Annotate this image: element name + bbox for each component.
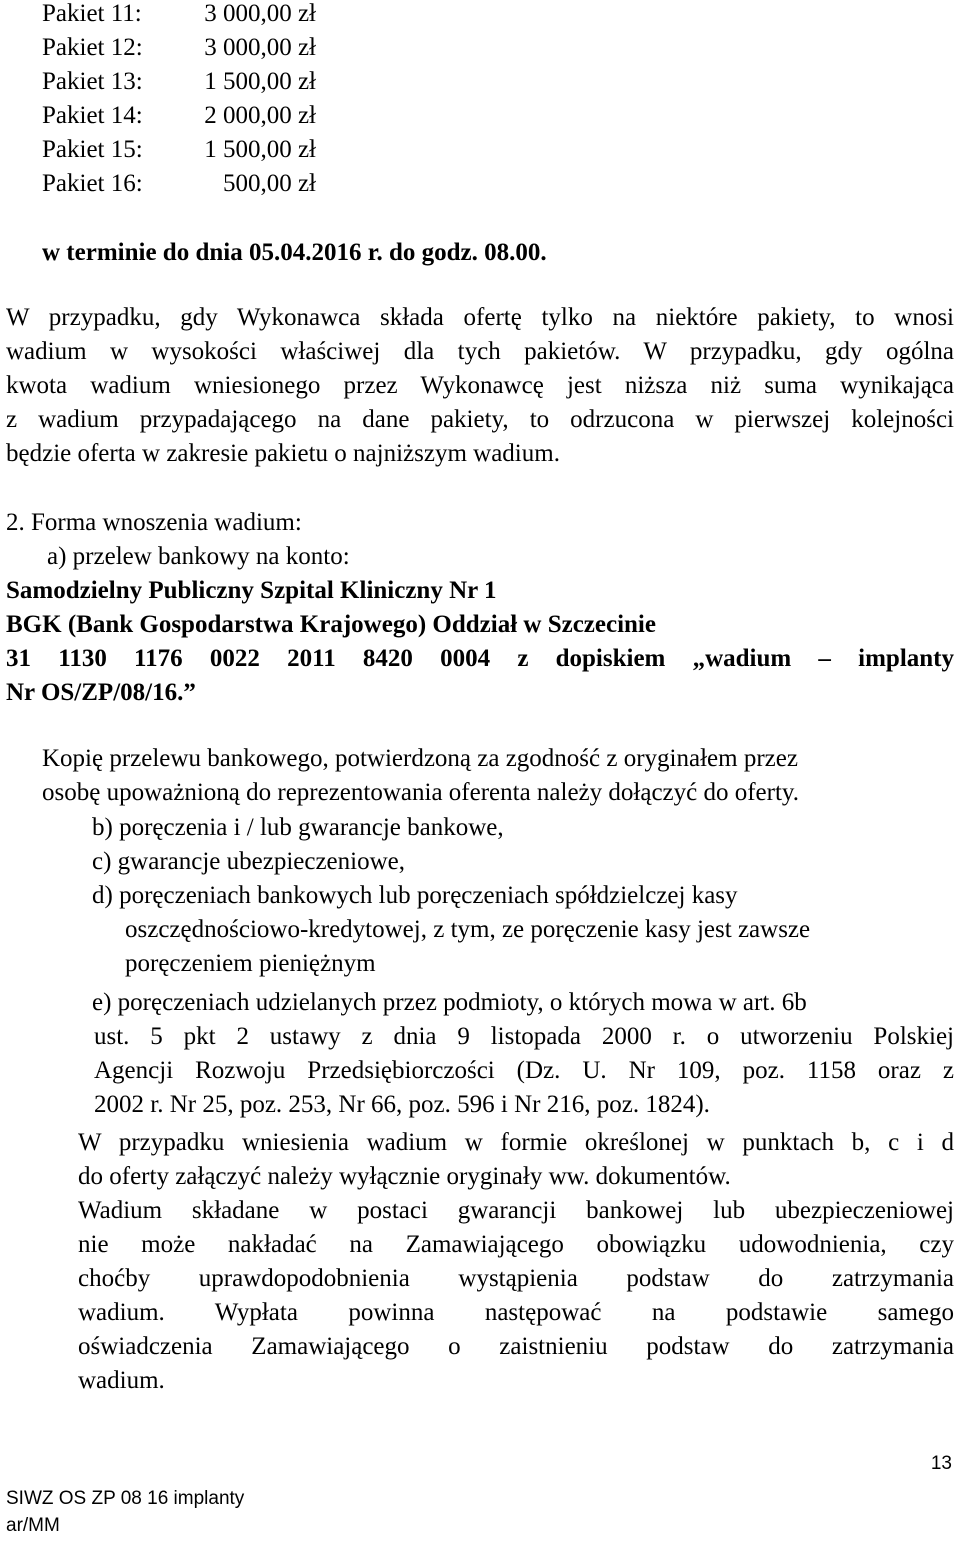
deadline-text: w terminie do dnia 05.04.2016 r. do godz. 08.00. bbox=[42, 239, 547, 266]
paragraph-line: kwota wadium wniesionego przez Wykonawcę jest niższa niż suma wynikająca bbox=[6, 372, 954, 399]
package-amount: 500,00 zł bbox=[222, 170, 316, 197]
package-row bbox=[42, 65, 316, 99]
paragraph-line: wadium. bbox=[78, 1367, 165, 1394]
package-amount: 1 500,00 zł bbox=[204, 68, 316, 95]
bank-name: BGK (Bank Gospodarstwa Krajowego) Oddział w Szczecinie bbox=[6, 611, 656, 638]
page-number: 13 bbox=[930, 1453, 952, 1474]
footer-author: ar/MM bbox=[6, 1515, 60, 1536]
package-label: Pakiet 15: bbox=[42, 136, 143, 163]
bank-reference: Nr OS/ZP/08/16.” bbox=[6, 679, 196, 706]
list-item-d: d) poręczeniach bankowych lub poręczeniach spółdzielczej kasy bbox=[92, 882, 738, 909]
package-label: Pakiet 12: bbox=[42, 34, 143, 61]
paragraph-line: choćby uprawdopodobnienia wystąpienia podstaw do zatrzymania bbox=[78, 1265, 954, 1292]
paragraph-line: z wadium przypadającego na dane pakiety, to odrzucona w pierwszej kolejności bbox=[6, 406, 954, 433]
package-amount: 3 000,00 zł bbox=[204, 0, 316, 27]
paragraph-line: nie może nakładać na Zamawiającego obowiązku udowodnienia, czy bbox=[78, 1231, 954, 1258]
list-item-e-cont: ust. 5 pkt 2 ustawy z dnia 9 listopada 2000 r. o utworzeniu Polskiej bbox=[94, 1023, 954, 1050]
list-item-c: c) gwarancje ubezpieczeniowe, bbox=[92, 848, 406, 875]
package-amount: 1 500,00 zł bbox=[204, 136, 316, 163]
paragraph-line: wadium w wysokości właściwej dla tych pakietów. W przypadku, gdy ogólna bbox=[6, 338, 954, 365]
bank-account-number: 31 1130 1176 0022 2011 8420 0004 z dopiskiem „wadium – implanty bbox=[6, 645, 954, 672]
list-item-e-cont: Agencji Rozwoju Przedsiębiorczości (Dz. U. Nr 109, poz. 1158 oraz z bbox=[94, 1057, 954, 1084]
section-heading: 2. Forma wnoszenia wadium: bbox=[6, 509, 302, 536]
copy-note-line: Kopię przelewu bankowego, potwierdzoną za zgodność z oryginałem przez bbox=[42, 745, 798, 772]
package-label: Pakiet 16: bbox=[42, 170, 143, 197]
paragraph-line: oświadczenia Zamawiającego o zaistnieniu podstaw do zatrzymania bbox=[78, 1333, 954, 1360]
package-row bbox=[42, 167, 316, 201]
paragraph-line: W przypadku, gdy Wykonawca składa ofertę tylko na niektóre pakiety, to wnosi bbox=[6, 304, 954, 331]
list-item-e: e) poręczeniach udzielanych przez podmioty, o których mowa w art. 6b bbox=[92, 989, 807, 1016]
paragraph-line: Wadium składane w postaci gwarancji bankowej lub ubezpieczeniowej bbox=[78, 1197, 954, 1224]
package-label: Pakiet 13: bbox=[42, 68, 143, 95]
package-amount: 2 000,00 zł bbox=[204, 102, 316, 129]
package-row bbox=[42, 99, 316, 133]
package-amount: 3 000,00 zł bbox=[204, 34, 316, 61]
package-row bbox=[42, 133, 316, 167]
paragraph-line: W przypadku wniesienia wadium w formie określonej w punktach b, c i d bbox=[78, 1129, 954, 1156]
package-row bbox=[42, 0, 316, 31]
package-row bbox=[42, 31, 316, 65]
bank-account-holder: Samodzielny Publiczny Szpital Kliniczny Nr 1 bbox=[6, 577, 497, 604]
package-label: Pakiet 14: bbox=[42, 102, 143, 129]
paragraph-line: wadium. Wypłata powinna następować na podstawie samego bbox=[78, 1299, 954, 1326]
paragraph-line: będzie oferta w zakresie pakietu o najniższym wadium. bbox=[6, 440, 560, 467]
copy-note-line: osobę upoważnioną do reprezentowania oferenta należy dołączyć do oferty. bbox=[42, 779, 800, 806]
paragraph-line: do oferty załączyć należy wyłącznie oryginały ww. dokumentów. bbox=[78, 1163, 731, 1190]
package-label: Pakiet 11: bbox=[42, 0, 142, 27]
list-item-d-cont: oszczędnościowo-kredytowej, z tym, ze poręczenie kasy jest zawsze bbox=[125, 916, 811, 943]
list-item-b: b) poręczenia i / lub gwarancje bankowe, bbox=[92, 814, 504, 841]
footer-doc-id: SIWZ OS ZP 08 16 implanty bbox=[6, 1488, 245, 1509]
list-item-d-cont: poręczeniem pieniężnym bbox=[125, 950, 376, 977]
list-item-a: a) przelew bankowy na konto: bbox=[47, 543, 350, 570]
list-item-e-cont: 2002 r. Nr 25, poz. 253, Nr 66, poz. 596 i Nr 216, poz. 1824). bbox=[94, 1091, 710, 1118]
